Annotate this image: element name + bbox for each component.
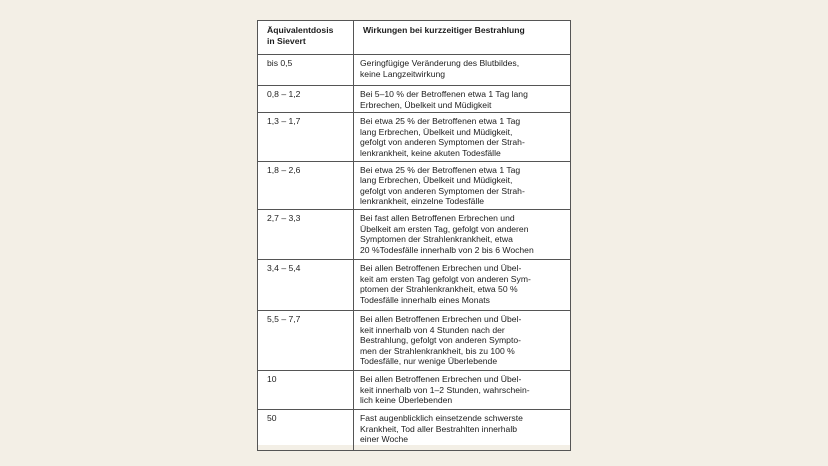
- dose-cell: 1,3 – 1,7: [258, 113, 354, 161]
- effect-line: Geringfügige Veränderung des Blutbildes,: [360, 58, 520, 68]
- effect-cell: [354, 259, 571, 310]
- effect-line: gefolgt von anderen Symptomen der Strah-: [360, 137, 525, 148]
- effect-cell: [354, 113, 571, 161]
- effect-line: Bei 5–10 % der Betroffenen etwa 1 Tag lang: [360, 89, 528, 99]
- table-row: [258, 310, 571, 370]
- effect-line: lang Erbrechen, Übelkeit und Müdigkeit,: [360, 175, 513, 186]
- effect-line: keit am ersten Tag gefolgt von anderen Sym-: [360, 273, 531, 284]
- table-row: [258, 409, 571, 450]
- effect-cell: [354, 409, 571, 450]
- table-row: [258, 259, 571, 310]
- header-effect-line: Wirkungen bei kurzzeitiger Bestrahlung: [363, 25, 525, 35]
- table-row: [258, 113, 571, 161]
- table-row: [258, 161, 571, 209]
- dose-effects-table: [257, 20, 571, 451]
- table-header-row: [258, 21, 571, 55]
- effect-line: lang Erbrechen, Übelkeit und Müdigkeit,: [360, 126, 513, 137]
- effect-line: lich keine Überlebenden: [360, 395, 453, 406]
- effect-line: Symptomen der Strahlenkrankheit, etwa: [360, 234, 513, 245]
- dose-cell: 2,7 – 3,3: [258, 209, 354, 259]
- effect-cell: [354, 55, 571, 86]
- effect-line: 20 %Todesfälle innerhalb von 2 bis 6 Wochen: [360, 244, 534, 255]
- document-page: [257, 20, 570, 445]
- effect-line: Bestrahlung, gefolgt von anderen Sympto-: [360, 335, 521, 346]
- effect-line: einer Woche: [360, 434, 409, 445]
- header-dose-line: Äquivalentdosis: [267, 25, 334, 35]
- effect-line: ptomen der Strahlenkrankheit, etwa 50 %: [360, 284, 518, 295]
- table-row: [258, 55, 571, 86]
- effect-cell: [354, 310, 571, 370]
- effect-line: Bei etwa 25 % der Betroffenen etwa 1 Tag: [360, 116, 521, 127]
- header-dose: [258, 21, 354, 55]
- dose-cell: 5,5 – 7,7: [258, 310, 354, 370]
- effect-line: Übelkeit am ersten Tag, gefolgt von anderen: [360, 223, 529, 234]
- effect-cell: [354, 161, 571, 209]
- dose-cell: 1,8 – 2,6: [258, 161, 354, 209]
- effect-line: men der Strahlenkrankheit, bis zu 100 %: [360, 345, 515, 356]
- effect-cell: [354, 370, 571, 409]
- effect-line: Bei allen Betroffenen Erbrechen und Übel-: [360, 262, 522, 273]
- effect-line: Krankheit, Tod aller Bestrahlten innerhalb: [360, 423, 518, 434]
- header-effect: [354, 21, 571, 55]
- effect-line: gefolgt von anderen Symptomen der Strah-: [360, 185, 525, 196]
- table-row: [258, 86, 571, 113]
- effect-line: keit innerhalb von 1–2 Stunden, wahrschein-: [360, 384, 530, 395]
- dose-cell: 3,4 – 5,4: [258, 259, 354, 310]
- effect-line: Bei fast allen Betroffenen Erbrechen und: [360, 212, 515, 223]
- effect-line: Todesfälle innerhalb eines Monats: [360, 294, 490, 305]
- effect-line: Fast augenblicklich einsetzende schwerste: [360, 412, 523, 423]
- dose-cell: bis 0,5: [258, 55, 354, 86]
- effect-line: Todesfälle, nur wenige Überlebende: [360, 356, 498, 367]
- effect-line: Bei allen Betroffenen Erbrechen und Übel-: [360, 373, 522, 384]
- header-dose-line: in Sievert: [267, 35, 306, 46]
- effect-line: lenkrankheit, einzelne Todesfälle: [360, 196, 485, 207]
- dose-cell: 50: [258, 409, 354, 450]
- effect-line: Bei allen Betroffenen Erbrechen und Übel-: [360, 313, 522, 324]
- effect-line: keit innerhalb von 4 Stunden nach der: [360, 324, 505, 335]
- table-row: [258, 209, 571, 259]
- table-row: [258, 370, 571, 409]
- effect-line: Bei etwa 25 % der Betroffenen etwa 1 Tag: [360, 164, 521, 175]
- dose-cell: 10: [258, 370, 354, 409]
- effect-cell: [354, 86, 571, 113]
- effect-line: lenkrankheit, keine akuten Todesfälle: [360, 147, 501, 158]
- effect-cell: [354, 209, 571, 259]
- effect-line: keine Langzeitwirkung: [360, 68, 446, 79]
- dose-cell: 0,8 – 1,2: [258, 86, 354, 113]
- effect-line: Erbrechen, Übelkeit und Müdigkeit: [360, 99, 492, 110]
